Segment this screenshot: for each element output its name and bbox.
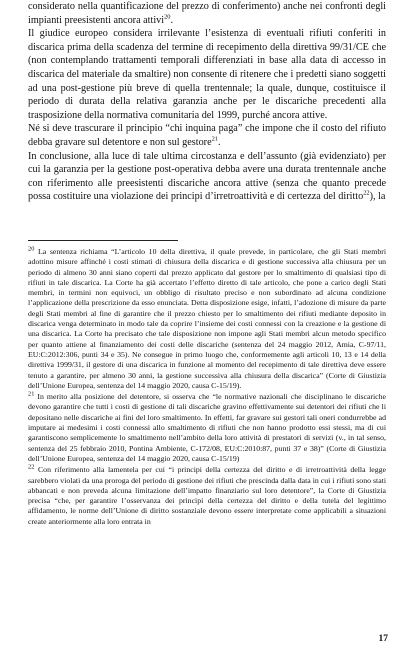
paragraph-3 xyxy=(28,150,386,204)
footnote-text: Con riferimento alla lamentela per cui “i principi della certezza del diritto e di irretroattività della legge sarebbero violati da una proroga del periodo di gestione dei rifiuti che prescinda dalla data in cui i rifiuti sono stati abbancati e non preveda alcuna limitazione dell’impatto finanziario sul loro detentore”, la Corte di Giustizia precisa “che, per garantire l’osservanza dei principi della certezza del diritto e della tutela del legittimo affidamento, le norme dell’Unione di diritto sostanziale devono essere interpretate come applicabili a situazioni create anteriormente alla loro entrata in xyxy=(28,465,386,526)
paragraph-2-tail: . xyxy=(217,136,221,148)
paragraph-3-text: In conclusione, alla luce di tale ultima circostanza e dell’assunto (già evidenziato) per cui la garanzia per la gestione post-operativa debba avere una durata trentennale anche con riferimento alle preesistenti discariche ancora attive (senza che quanto precede possa costituire una violazione dei principi d’irretroattività e di certezza del diritto xyxy=(28,150,386,203)
footnote-separator xyxy=(28,240,178,241)
paragraph-2 xyxy=(28,122,386,149)
page-number: 17 xyxy=(378,634,388,644)
paragraph-3-tail: ), la xyxy=(369,191,386,203)
footnote-text: In merito alla posizione del detentore, si osserva che “le normative nazionali che disciplinano le discariche devono garantire che tutti i costi di gestione di tali discariche gravino effettivamente sui detentori dei rifiuti che li depositano nelle discariche ai fini del loro smaltimento. In effetti, far gravare sui gestori tali oneri condurrebbe ad imputare ai medesimi i costi connessi allo smaltimento di rifiuti che non hanno prodotto essi stessi, ma di cui garantiscono semplicemente lo smaltimento nell’ambito della loro attività di prestatori di servizi (v., in tal senso, sentenza del 25 febbraio 2010, Pontina Ambiente, C-172/08, EU:C:2010:87, punti 37 e 38)” (Corte di Giustizia dell’Unione Europea, sentenza del 14 maggio 2020, causa C-15/19) xyxy=(28,392,387,463)
paragraph-0-tail: . xyxy=(170,14,174,26)
footnote-21 xyxy=(28,392,386,464)
footnote-number: 22 xyxy=(28,463,35,471)
footnote-number: 20 xyxy=(28,245,35,253)
main-text xyxy=(28,0,386,204)
footnote-ref-20[interactable]: 20 xyxy=(164,13,171,21)
footnote-20 xyxy=(28,247,386,391)
footnote-ref-21[interactable]: 21 xyxy=(211,135,218,143)
paragraph-1: Il giudice europeo considera irrilevante l’esistenza di eventuali rifiuti conferiti in discarica prima della scadenza del termine di recepimento della direttiva 99/31/CE che (non contemplando trattamenti temporali differenziati in base alla data di accesso in discarica del materiale da smaltire) non consente di ritenere che i predetti siano soggetti ad una post-gestione più breve di quella trentennale; la quale, dunque, costituisce il periodo di durata della relativa garanzia anche per le discariche precedenti alla trasposizione della normativa comunitaria del 1999, purché ancora attive. xyxy=(28,28,386,121)
footnote-text: La sentenza richiama “L’articolo 10 della direttiva, il quale prevede, in particolare, che gli Stati membri adottino misure affinché i costi stimati di chiusura della discarica e di gestione successiva alla chiusura per un periodo di almeno 30 anni siano coperti dal prezzo applicato dal gestore per lo smaltimento di qualsiasi tipo di rifiuti in tale discarica. La Corte ha già accertato l’effetto diretto di tale articolo, che pone a carico degli Stati membri, in termini non equivoci, un obbligo di risultato preciso e non subordinato ad alcuna condizione l’applicazione della prescrizione da esso enunciata. Detta disposizione esige, infatti, l’adozione di misure da parte degli Stati membri al fine di garantire che il prezzo chiesto per lo smaltimento dei rifiuti mediante deposito in discarica venga determinato in modo tale da coprire l’insieme dei costi connessi con la creazione e la gestione di una discarica. La Corte ha precisato che tale disposizione non impone agli Stati membri alcun metodo specifico per quanto attiene al finanziamento dei costi delle discariche (sentenza del 24 maggio 2012, Amia, C-97/11, EU:C:2012:306, punti 34 e 35). Ne consegue in primo luogo che, conformemente agli articoli 10, 13 e 14 della direttiva 1999/31, il gestore di una discarica in funzione al momento del recepimento di tale direttiva deve essere tenuto a garantire, per almeno 30 anni, la gestione successiva alla chiusura della discarica” (Corte di Giustizia dell’Unione Europea, sentenza del 14 maggio 2020, causa C-15/19). xyxy=(28,247,386,390)
paragraph-0-text: considerato nella quantificazione del prezzo di conferimento) anche nei confronti degli impianti preesistenti ancora attivi xyxy=(28,1,386,26)
footnote-ref-22[interactable]: 22 xyxy=(363,189,370,197)
footnote-number: 21 xyxy=(28,390,35,398)
paragraph-0 xyxy=(28,0,386,27)
footnotes xyxy=(28,247,386,528)
footnote-22 xyxy=(28,465,386,527)
paragraph-2-text: Né si deve trascurare il principio “chi inquina paga” che impone che il costo del rifiuto debba gravare sul detentore e non sul gestore xyxy=(28,123,386,148)
